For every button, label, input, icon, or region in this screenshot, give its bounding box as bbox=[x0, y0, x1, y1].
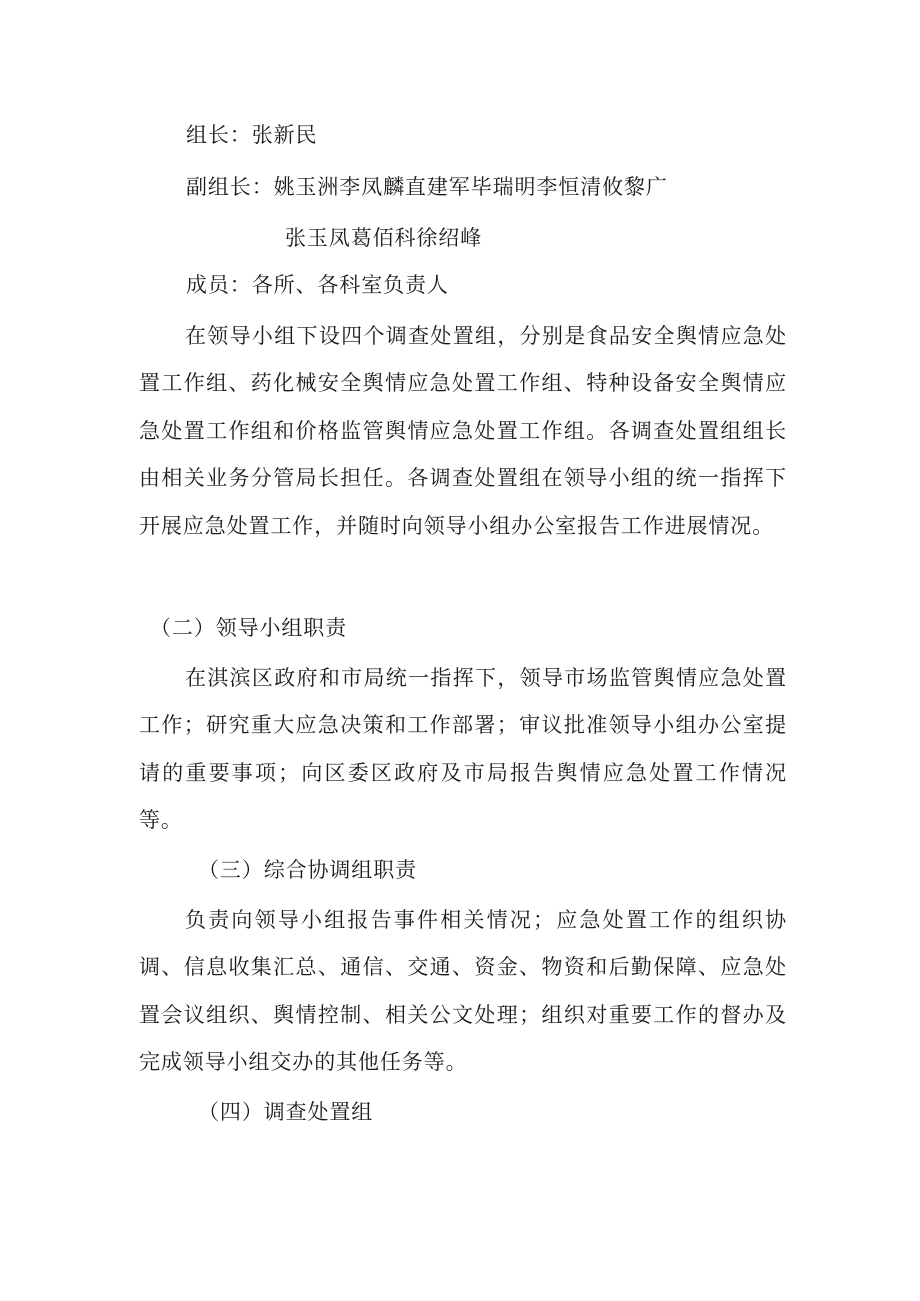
section-heading-leader-duties: （二）领导小组职责 bbox=[150, 616, 348, 640]
paragraph-leader-duties: 在淇滨区政府和市局统一指挥下，领导市场监管舆情应急处置工作；研究重大应急决策和工作部署；审议批准领导小组办公室提请的重要事项；向区委区政府及市局报告舆情应急处置工作情况等。 bbox=[139, 666, 787, 833]
section-heading-investigation-group: （四）调查处置组 bbox=[198, 1100, 374, 1124]
members-line: 成员：各所、各科室负责人 bbox=[186, 273, 449, 297]
paragraph-coordination-duties: 负责向领导小组报告事件相关情况；应急处置工作的组织协调、信息收集汇总、通信、交通、资金、物资和后勤保障、应急处置会议组织、舆情控制、相关公文处理；组织对重要工作的督办及完成领导小组交办的其他任务等。 bbox=[139, 908, 787, 1075]
deputy-leaders-line-1: 副组长：姚玉洲李凤麟直建军毕瑞明李恒清攸黎广 bbox=[186, 175, 668, 199]
leader-line: 组长：张新民 bbox=[186, 123, 318, 147]
deputy-leaders-line-2: 张玉凤葛佰科徐绍峰 bbox=[285, 226, 483, 250]
paragraph-investigation-groups: 在领导小组下设四个调查处置组，分别是食品安全舆情应急处置工作组、药化械安全舆情应急处置工作组、特种设备安全舆情应急处置工作组和价格监管舆情应急处置工作组。各调查处置组组长由相关业务分管局长担任。各调查处置组在领导小组的统一指挥下开展应急处置工作，并随时向领导小组办公室报告工作进展情况。 bbox=[139, 324, 787, 538]
section-heading-coordination-duties: （三）综合协调组职责 bbox=[198, 858, 417, 882]
